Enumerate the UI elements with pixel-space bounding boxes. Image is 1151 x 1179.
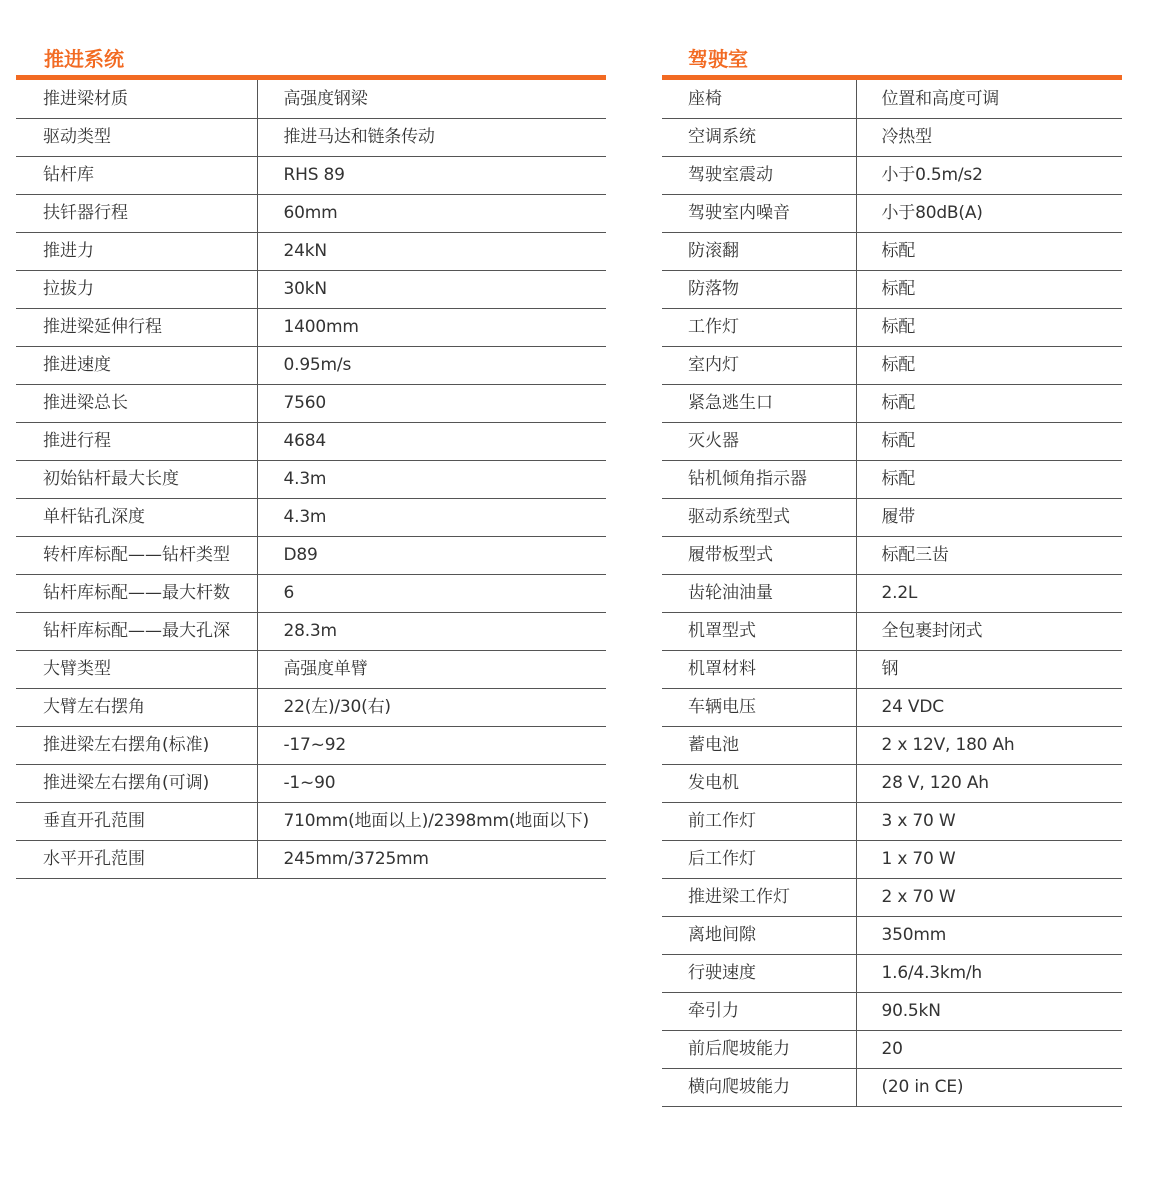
spec-label: 垂直开孔范围 bbox=[16, 802, 257, 840]
spec-label: 驾驶室内噪音 bbox=[662, 194, 856, 232]
table-row bbox=[662, 498, 1122, 536]
table-row bbox=[662, 726, 1122, 764]
table-row bbox=[16, 156, 606, 194]
spec-value: 6 bbox=[257, 574, 606, 612]
table-row bbox=[16, 80, 606, 118]
table-row bbox=[662, 954, 1122, 992]
spec-value: 标配 bbox=[856, 422, 1122, 460]
table-row bbox=[16, 536, 606, 574]
table-row bbox=[662, 384, 1122, 422]
table-row bbox=[662, 840, 1122, 878]
spec-label: 后工作灯 bbox=[662, 840, 856, 878]
spec-value: 标配 bbox=[856, 232, 1122, 270]
table-row bbox=[662, 232, 1122, 270]
spec-value: 60mm bbox=[257, 194, 606, 232]
section-title: 驾驶室 bbox=[688, 47, 748, 71]
spec-value: 28.3m bbox=[257, 612, 606, 650]
spec-label: 推进行程 bbox=[16, 422, 257, 460]
table-row bbox=[662, 992, 1122, 1030]
table-row bbox=[662, 156, 1122, 194]
spec-label: 推进梁工作灯 bbox=[662, 878, 856, 916]
spec-label: 齿轮油油量 bbox=[662, 574, 856, 612]
spec-label: 横向爬坡能力 bbox=[662, 1068, 856, 1106]
spec-label: 前工作灯 bbox=[662, 802, 856, 840]
spec-value: 1.6/4.3km/h bbox=[856, 954, 1122, 992]
spec-value: 标配 bbox=[856, 270, 1122, 308]
spec-value: 30kN bbox=[257, 270, 606, 308]
spec-value: 4.3m bbox=[257, 498, 606, 536]
spec-label: 推进梁总长 bbox=[16, 384, 257, 422]
spec-value: 3 x 70 W bbox=[856, 802, 1122, 840]
spec-value: D89 bbox=[257, 536, 606, 574]
table-row bbox=[662, 1030, 1122, 1068]
spec-value: 24 VDC bbox=[856, 688, 1122, 726]
table-row bbox=[16, 840, 606, 878]
spec-label: 履带板型式 bbox=[662, 536, 856, 574]
table-row bbox=[16, 384, 606, 422]
spec-label: 驱动系统型式 bbox=[662, 498, 856, 536]
spec-label: 空调系统 bbox=[662, 118, 856, 156]
spec-label: 驾驶室震动 bbox=[662, 156, 856, 194]
table-row bbox=[16, 422, 606, 460]
table-row bbox=[16, 612, 606, 650]
spec-label: 转杆库标配——钻杆类型 bbox=[16, 536, 257, 574]
table-row bbox=[662, 308, 1122, 346]
spec-label: 推进梁材质 bbox=[16, 80, 257, 118]
table-row bbox=[662, 460, 1122, 498]
table-row bbox=[662, 802, 1122, 840]
table-row bbox=[16, 498, 606, 536]
table-row bbox=[16, 726, 606, 764]
spec-label: 钻杆库标配——最大孔深 bbox=[16, 612, 257, 650]
spec-value: -17~92 bbox=[257, 726, 606, 764]
table-row bbox=[16, 308, 606, 346]
propulsion-spec-table bbox=[16, 80, 606, 879]
spec-label: 机罩材料 bbox=[662, 650, 856, 688]
spec-label: 扶钎器行程 bbox=[16, 194, 257, 232]
spec-label: 推进梁左右摆角(可调) bbox=[16, 764, 257, 802]
table-row bbox=[16, 118, 606, 156]
spec-label: 灭火器 bbox=[662, 422, 856, 460]
table-row bbox=[16, 460, 606, 498]
spec-value: 2 x 12V, 180 Ah bbox=[856, 726, 1122, 764]
spec-label: 防滚翻 bbox=[662, 232, 856, 270]
table-row bbox=[16, 346, 606, 384]
spec-label: 钻杆库 bbox=[16, 156, 257, 194]
spec-value: 小于0.5m/s2 bbox=[856, 156, 1122, 194]
table-row bbox=[16, 574, 606, 612]
table-row bbox=[662, 612, 1122, 650]
spec-value: 90.5kN bbox=[856, 992, 1122, 1030]
table-row bbox=[662, 1068, 1122, 1106]
table-row bbox=[16, 764, 606, 802]
spec-label: 推进梁延伸行程 bbox=[16, 308, 257, 346]
spec-value: 0.95m/s bbox=[257, 346, 606, 384]
table-row bbox=[662, 270, 1122, 308]
spec-value: 2.2L bbox=[856, 574, 1122, 612]
spec-label: 车辆电压 bbox=[662, 688, 856, 726]
spec-value: -1~90 bbox=[257, 764, 606, 802]
spec-value: 小于80dB(A) bbox=[856, 194, 1122, 232]
spec-value: 28 V, 120 Ah bbox=[856, 764, 1122, 802]
spec-label: 大臂左右摆角 bbox=[16, 688, 257, 726]
spec-value: 履带 bbox=[856, 498, 1122, 536]
table-row bbox=[662, 650, 1122, 688]
spec-label: 行驶速度 bbox=[662, 954, 856, 992]
spec-value: 标配 bbox=[856, 384, 1122, 422]
table-row bbox=[16, 650, 606, 688]
spec-label: 初始钻杆最大长度 bbox=[16, 460, 257, 498]
spec-value: 710mm(地面以上)/2398mm(地面以下) bbox=[257, 802, 606, 840]
table-row bbox=[662, 422, 1122, 460]
spec-value: 350mm bbox=[856, 916, 1122, 954]
table-row bbox=[662, 574, 1122, 612]
table-row bbox=[16, 688, 606, 726]
table-row bbox=[16, 194, 606, 232]
spec-label: 推进梁左右摆角(标准) bbox=[16, 726, 257, 764]
table-row bbox=[16, 802, 606, 840]
spec-label: 防落物 bbox=[662, 270, 856, 308]
spec-label: 机罩型式 bbox=[662, 612, 856, 650]
spec-label: 单杆钻孔深度 bbox=[16, 498, 257, 536]
spec-label: 大臂类型 bbox=[16, 650, 257, 688]
spec-value: 位置和高度可调 bbox=[856, 80, 1122, 118]
table-row bbox=[662, 80, 1122, 118]
spec-label: 室内灯 bbox=[662, 346, 856, 384]
table-row bbox=[662, 688, 1122, 726]
cab-spec-table bbox=[662, 80, 1122, 1107]
spec-label: 推进力 bbox=[16, 232, 257, 270]
spec-value: RHS 89 bbox=[257, 156, 606, 194]
spec-label: 水平开孔范围 bbox=[16, 840, 257, 878]
spec-label: 牵引力 bbox=[662, 992, 856, 1030]
spec-value: 20 bbox=[856, 1030, 1122, 1068]
table-row bbox=[662, 346, 1122, 384]
table-row bbox=[662, 194, 1122, 232]
spec-value: 2 x 70 W bbox=[856, 878, 1122, 916]
spec-value: 7560 bbox=[257, 384, 606, 422]
spec-value: 高强度单臂 bbox=[257, 650, 606, 688]
spec-value: 全包裹封闭式 bbox=[856, 612, 1122, 650]
spec-label: 座椅 bbox=[662, 80, 856, 118]
table-row bbox=[16, 270, 606, 308]
spec-label: 前后爬坡能力 bbox=[662, 1030, 856, 1068]
spec-label: 蓄电池 bbox=[662, 726, 856, 764]
spec-label: 钻机倾角指示器 bbox=[662, 460, 856, 498]
table-row bbox=[662, 118, 1122, 156]
spec-value: 4684 bbox=[257, 422, 606, 460]
spec-label: 离地间隙 bbox=[662, 916, 856, 954]
spec-label: 驱动类型 bbox=[16, 118, 257, 156]
spec-value: (20 in CE) bbox=[856, 1068, 1122, 1106]
spec-value: 钢 bbox=[856, 650, 1122, 688]
spec-value: 4.3m bbox=[257, 460, 606, 498]
table-row bbox=[662, 916, 1122, 954]
spec-label: 拉拔力 bbox=[16, 270, 257, 308]
section-title: 推进系统 bbox=[44, 47, 124, 71]
table-row bbox=[662, 536, 1122, 574]
spec-value: 冷热型 bbox=[856, 118, 1122, 156]
spec-value: 1400mm bbox=[257, 308, 606, 346]
table-row bbox=[662, 764, 1122, 802]
table-row bbox=[662, 878, 1122, 916]
spec-label: 紧急逃生口 bbox=[662, 384, 856, 422]
table-row bbox=[16, 232, 606, 270]
spec-value: 标配三齿 bbox=[856, 536, 1122, 574]
spec-value: 22(左)/30(右) bbox=[257, 688, 606, 726]
spec-value: 24kN bbox=[257, 232, 606, 270]
spec-label: 发电机 bbox=[662, 764, 856, 802]
spec-value: 标配 bbox=[856, 460, 1122, 498]
spec-value: 245mm/3725mm bbox=[257, 840, 606, 878]
spec-value: 高强度钢梁 bbox=[257, 80, 606, 118]
spec-value: 推进马达和链条传动 bbox=[257, 118, 606, 156]
spec-label: 推进速度 bbox=[16, 346, 257, 384]
spec-value: 标配 bbox=[856, 308, 1122, 346]
spec-label: 钻杆库标配——最大杆数 bbox=[16, 574, 257, 612]
spec-value: 1 x 70 W bbox=[856, 840, 1122, 878]
spec-label: 工作灯 bbox=[662, 308, 856, 346]
spec-value: 标配 bbox=[856, 346, 1122, 384]
